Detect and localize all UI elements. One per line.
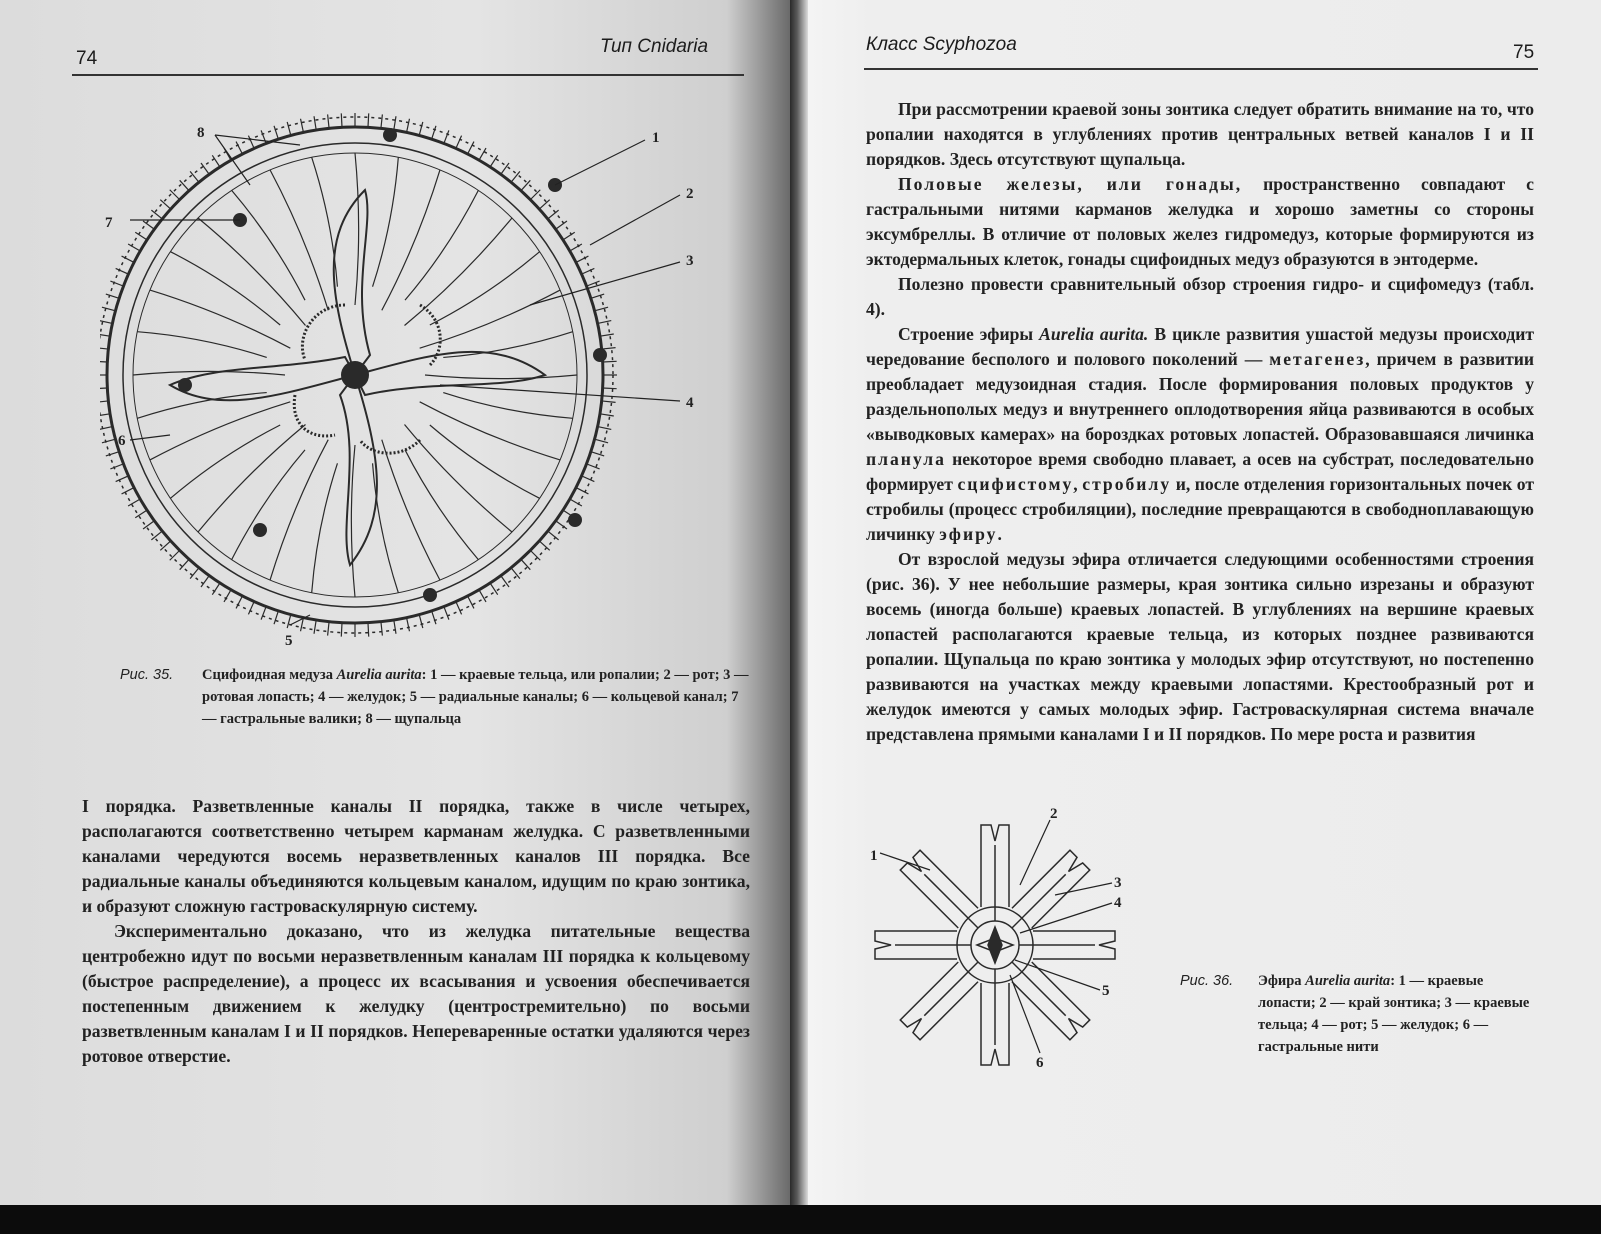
right-paragraph-5: От взрослой медузы эфира отличается следующими особенностями строения (рис. 36). У нее небольшие размеры, края зонтика сильно изрезаны и образуют восемь (иногда больше) краевых лопастей. В углублениях на вершине краевых лопастей располагаются краевые тельца, из которых позднее развиваются ропалии. Щупальца по краю зонтика у молодых эфир отсутствуют, но постепенно развиваются на участках между краевыми лопастями. Крестообразный рот и желудок имеются у самых молодых эфир. Гастроваскулярная система вначале представлена прямыми каналами I и II порядков. По мере роста и развития xyxy=(866,549,1534,744)
tentacle xyxy=(116,476,129,482)
fig35-callout-2: 2 xyxy=(686,186,694,202)
tentacle xyxy=(501,163,509,174)
tentacle xyxy=(328,622,329,636)
ephyra-heading: Строение эфиры xyxy=(898,324,1034,344)
tentacle xyxy=(100,334,110,336)
gonads-term: Половые железы, или гонады, xyxy=(898,174,1243,194)
tentacle xyxy=(143,521,154,529)
fig36-caption-legend: : 1 — краевые лопасти; 2 — край зонтика; 3 — краевые тельца; 4 — рот; 5 — желудок; 6 — гастральные нити xyxy=(1258,973,1530,1055)
tentacle xyxy=(135,510,147,518)
tentacle xyxy=(236,596,242,608)
tentacle xyxy=(106,294,119,298)
tentacle xyxy=(100,414,110,416)
left-paragraph-1: I порядка. Разветвленные каналы II порядка, также в числе четырех, располагаются соответственно четырем карманам желудка. С разветвленными каналами чередуются восемь неразветвленных каналов III порядка. Все радиальные каналы объединяются кольцевым каналом, идущим по краю зонтика, и образуют сложную гастроваскулярную систему. xyxy=(82,796,750,916)
ephyra-heading-species: Aurelia aurita. xyxy=(1039,324,1149,344)
tentacle xyxy=(556,221,567,229)
tentacle xyxy=(341,113,342,127)
fig35-callout-3: 3 xyxy=(686,253,694,269)
tentacle xyxy=(407,119,410,133)
tentacle xyxy=(102,439,116,443)
radial-canal xyxy=(430,425,540,498)
tentacle xyxy=(190,171,199,182)
ephyra-illustration xyxy=(870,805,1160,1080)
tentacle xyxy=(582,268,595,274)
tentacle xyxy=(151,210,162,219)
scyphistoma-term: сцифистому xyxy=(957,474,1074,494)
right-running-head: Класс Scyphozoa xyxy=(866,34,1017,55)
fig35-callout-7: 7 xyxy=(105,215,113,231)
tentacle xyxy=(570,499,582,506)
tentacle xyxy=(274,126,278,139)
p4-text-a: В цикле развития ушастой медузы происходит чередование бесполого и полового поколений — xyxy=(866,324,1534,369)
tentacle xyxy=(539,200,549,209)
tentacle xyxy=(556,521,567,529)
fig36-caption xyxy=(1180,970,1532,1090)
aurelia-medusa-illustration xyxy=(100,95,760,655)
tentacle xyxy=(394,116,396,130)
radial-canal xyxy=(232,450,305,560)
tentacle xyxy=(212,583,220,595)
p4-text-b: , причем в развитии преобладает медузоидная стадия. После формирования половых продуктов у раздельнополых медуз и внутреннего оплодотворения яйца развиваются в особых «выводковых камерах» на бороздках ротовых лопастей. Образовавшаяся личинка xyxy=(866,349,1534,444)
tentacle xyxy=(576,488,588,494)
tentacle xyxy=(432,611,436,624)
fig36-callout-6: 6 xyxy=(1036,1055,1044,1071)
tentacle xyxy=(224,590,231,602)
tentacle xyxy=(102,307,116,311)
fig35-caption-legend: : 1 — краевые тельца, или ропалии; 2 — рот; 3 — ротовая лопасть; 4 — желудок; 5 — радиальные каналы; 6 — кольцевой канал; 7 — гастральные валики; 8 — щупальца xyxy=(202,667,749,727)
tentacle xyxy=(456,602,462,615)
tentacle xyxy=(212,155,220,167)
fig36-callout-1: 1 xyxy=(870,848,878,864)
radial-canal xyxy=(382,170,440,310)
tentacle xyxy=(603,388,617,389)
fig35-callout-5: 5 xyxy=(285,633,293,649)
right-body-text xyxy=(866,97,1534,747)
radial-canal xyxy=(420,402,560,460)
tentacle xyxy=(100,361,107,362)
fig35-callout-4: 4 xyxy=(686,395,694,411)
tentacle xyxy=(600,334,614,336)
tentacle xyxy=(201,163,209,174)
tentacle xyxy=(444,130,449,143)
fig36-caption-title: Эфира xyxy=(1258,973,1302,989)
tentacle xyxy=(368,113,369,127)
tentacle xyxy=(341,623,342,637)
right-header-rule xyxy=(864,68,1538,70)
tentacle xyxy=(180,559,189,569)
tentacle xyxy=(598,427,612,430)
book-gutter xyxy=(790,0,808,1215)
tentacle xyxy=(328,114,329,128)
fig36-caption-species: Aurelia aurita xyxy=(1305,973,1391,989)
right-page-number: 75 xyxy=(1513,42,1535,63)
tentacle xyxy=(248,602,254,615)
tentacle xyxy=(582,476,595,482)
p4-text-c: некоторое время свободно плавает, а осев на субстрат, последовательно формирует xyxy=(866,449,1534,494)
tentacle xyxy=(419,615,423,629)
tentacle xyxy=(314,620,316,634)
fig35-caption-species: Aurelia aurita xyxy=(336,667,422,683)
tentacle xyxy=(122,256,134,262)
tentacle xyxy=(548,210,559,219)
tentacle xyxy=(110,281,123,286)
planula-term: планула xyxy=(866,449,946,469)
tentacle xyxy=(143,221,154,229)
tentacle xyxy=(274,611,278,624)
radial-canal xyxy=(137,332,266,358)
tentacle xyxy=(570,244,582,251)
fig35-callout-1: 1 xyxy=(652,130,660,146)
radial-canal xyxy=(351,445,355,597)
tentacle xyxy=(301,119,304,133)
tentacle xyxy=(236,142,242,154)
fig36-callout-2: 2 xyxy=(1050,806,1058,822)
left-page-number: 74 xyxy=(76,48,98,69)
radial-canal xyxy=(355,153,359,305)
radial-canal xyxy=(443,332,572,358)
tentacle xyxy=(394,620,396,634)
tentacle xyxy=(456,136,462,149)
radial-canal xyxy=(425,375,577,379)
tentacle xyxy=(600,414,614,416)
strobila-term: стробилу xyxy=(1082,474,1172,494)
fig36-callout-4: 4 xyxy=(1114,895,1122,911)
ephyra-term: эфиру xyxy=(939,524,998,544)
right-paragraph-1: При рассмотрении краевой зоны зонтика следует обратить внимание на то, что ропалии находятся в углублениях против центральных ветвей каналов I и II порядков. Здесь отсутствуют щупальца. xyxy=(866,99,1534,169)
fig36-label: Рис. 36. xyxy=(1180,973,1234,989)
tentacle xyxy=(116,268,129,274)
tentacle xyxy=(444,607,449,620)
radial-canal xyxy=(270,440,328,580)
fig35-callout-6: 6 xyxy=(118,433,126,449)
tentacle xyxy=(563,232,575,240)
tentacle xyxy=(576,256,588,262)
fig36-callout-5: 5 xyxy=(1102,983,1110,999)
tentacle xyxy=(135,232,147,240)
p4-text-f: . xyxy=(997,524,1002,544)
tentacle xyxy=(261,607,266,620)
tentacle xyxy=(122,488,134,494)
scan-bottom-edge xyxy=(0,1205,1601,1234)
left-header-rule xyxy=(72,74,744,76)
tentacle xyxy=(490,155,498,167)
tentacle xyxy=(432,126,436,139)
fig35-caption-title: Сцифоидная медуза xyxy=(202,667,334,683)
tentacle xyxy=(598,321,612,324)
tentacle xyxy=(603,361,617,362)
fig35-callout-8: 8 xyxy=(197,125,205,141)
radial-canal xyxy=(150,290,290,348)
radial-canal xyxy=(443,393,572,419)
tentacle xyxy=(106,452,119,456)
right-paragraph-2 xyxy=(866,172,1534,272)
tentacle xyxy=(110,464,123,469)
tentacle xyxy=(591,452,604,456)
left-body-text xyxy=(82,794,750,1069)
radial-canal xyxy=(170,252,280,325)
right-paragraph-3: Полезно провести сравнительный обзор строения гидро- и сцифомедуз (табл. 4). xyxy=(866,274,1534,319)
tentacle xyxy=(490,583,498,595)
tentacle xyxy=(201,576,209,587)
tentacle xyxy=(100,388,107,389)
tentacle xyxy=(407,618,410,632)
fig35-caption xyxy=(120,664,750,760)
tentacle xyxy=(180,180,189,190)
tentacle xyxy=(602,348,616,349)
tentacle xyxy=(381,114,382,128)
right-paragraph-4 xyxy=(866,322,1534,547)
tentacle xyxy=(287,615,291,629)
tentacle xyxy=(248,136,254,149)
right-paragraph-2-text: пространственно совпадают с гастральными нитями карманов желудка и хорошо заметны со стороны эксумбреллы. В отличие от половых желез гидромедуз, которые формируются из эктодермальных клеток, гонады сцифоидных медуз образуются в энтодерме. xyxy=(866,174,1534,269)
tentacle xyxy=(381,622,382,636)
tentacle xyxy=(419,122,423,136)
left-running-head: Тип Cnidaria xyxy=(600,36,709,57)
radial-canal xyxy=(312,463,338,592)
left-paragraph-2: Экспериментально доказано, что из желудка питательные вещества центробежно идут по восьми неразветвленным каналам III порядка к кольцевому (быстрое распределение), а процесс их всасывания и усвоения обеспечивается постепенным движением к желудку (центростремительно) по восьми разветвленным каналам I и II порядков. Непереваренные остатки удаляются через ротовое отверстие. xyxy=(82,921,750,1066)
p4-text-d: , xyxy=(1073,474,1083,494)
tentacle xyxy=(287,122,291,136)
tentacle xyxy=(548,531,559,540)
tentacle xyxy=(591,294,604,298)
fig36-callout-3: 3 xyxy=(1114,875,1122,891)
fig35-label: Рис. 35. xyxy=(120,667,174,683)
tentacle xyxy=(539,541,549,550)
radial-canal xyxy=(405,190,478,300)
tentacle xyxy=(190,568,199,579)
tentacle xyxy=(602,401,616,402)
tentacle xyxy=(128,244,140,251)
tentacle xyxy=(595,439,609,443)
metagenesis-term: метагенез xyxy=(1269,349,1366,369)
p4-text-e: и, после отделения горизонтальных почек от стробилы (процесс стробиляции), последние превращаются в свободноплавающую личинку xyxy=(866,474,1534,544)
radial-canal xyxy=(373,157,399,286)
tentacle xyxy=(314,116,316,130)
tentacle xyxy=(595,307,609,311)
tentacle xyxy=(368,623,369,637)
